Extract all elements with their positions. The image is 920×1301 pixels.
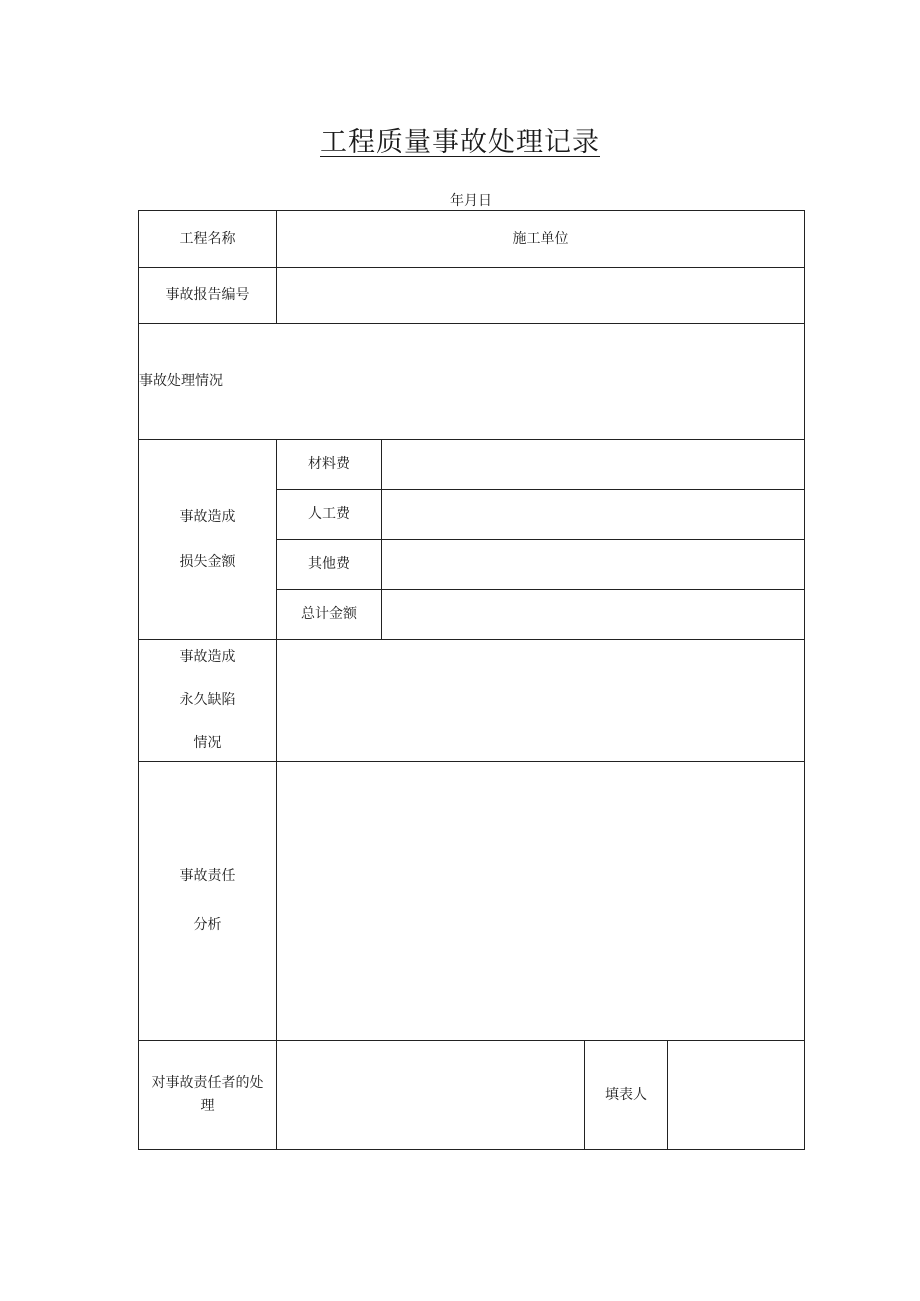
report-no-field[interactable] xyxy=(277,268,804,323)
filler-field[interactable] xyxy=(668,1041,804,1149)
title-text: 工程质量事故处理记录 xyxy=(320,127,600,158)
responsible-party-treatment-field[interactable] xyxy=(277,1041,584,1149)
material-fee-label: 材料费 xyxy=(308,456,350,473)
document-title xyxy=(0,120,920,159)
treatment-label-line2: 理 xyxy=(200,1098,215,1114)
responsibility-analysis-label xyxy=(139,762,276,1040)
treatment-label-line1: 对事故责任者的处 xyxy=(151,1075,264,1092)
responsibility-analysis-field[interactable] xyxy=(277,762,804,1040)
date-label: 年月日 xyxy=(450,193,492,209)
defect-label-line1: 事故造成 xyxy=(179,649,236,666)
handling-label: 事故处理情况 xyxy=(139,373,223,390)
report-no-label: 事故报告编号 xyxy=(165,287,250,304)
responsible-party-treatment-label xyxy=(139,1041,276,1149)
other-fee-label: 其他费 xyxy=(308,556,350,573)
defect-label-line3: 情况 xyxy=(193,734,222,751)
total-amount-field[interactable] xyxy=(382,590,804,639)
permanent-defect-label xyxy=(139,640,276,761)
loss-label-line1: 事故造成 xyxy=(179,508,236,525)
table-border-bottom xyxy=(138,1149,805,1150)
table-border-right xyxy=(804,210,805,1150)
labor-fee-field[interactable] xyxy=(382,490,804,539)
construction-unit-label: 施工单位 xyxy=(512,230,569,247)
project-name-label: 工程名称 xyxy=(179,230,236,247)
filler-label: 填表人 xyxy=(605,1086,647,1103)
handling-field[interactable] xyxy=(340,324,804,439)
permanent-defect-field[interactable] xyxy=(277,640,804,761)
material-fee-field[interactable] xyxy=(382,440,804,489)
responsibility-label-line2: 分析 xyxy=(193,917,222,933)
total-amount-label: 总计金额 xyxy=(301,606,357,623)
loss-label-line2: 损失金额 xyxy=(179,553,236,570)
loss-amount-label xyxy=(139,440,276,639)
responsibility-label-line1: 事故责任 xyxy=(179,868,236,885)
other-fee-field[interactable] xyxy=(382,540,804,589)
labor-fee-label: 人工费 xyxy=(308,506,350,523)
defect-label-line2: 永久缺陷 xyxy=(179,692,236,709)
